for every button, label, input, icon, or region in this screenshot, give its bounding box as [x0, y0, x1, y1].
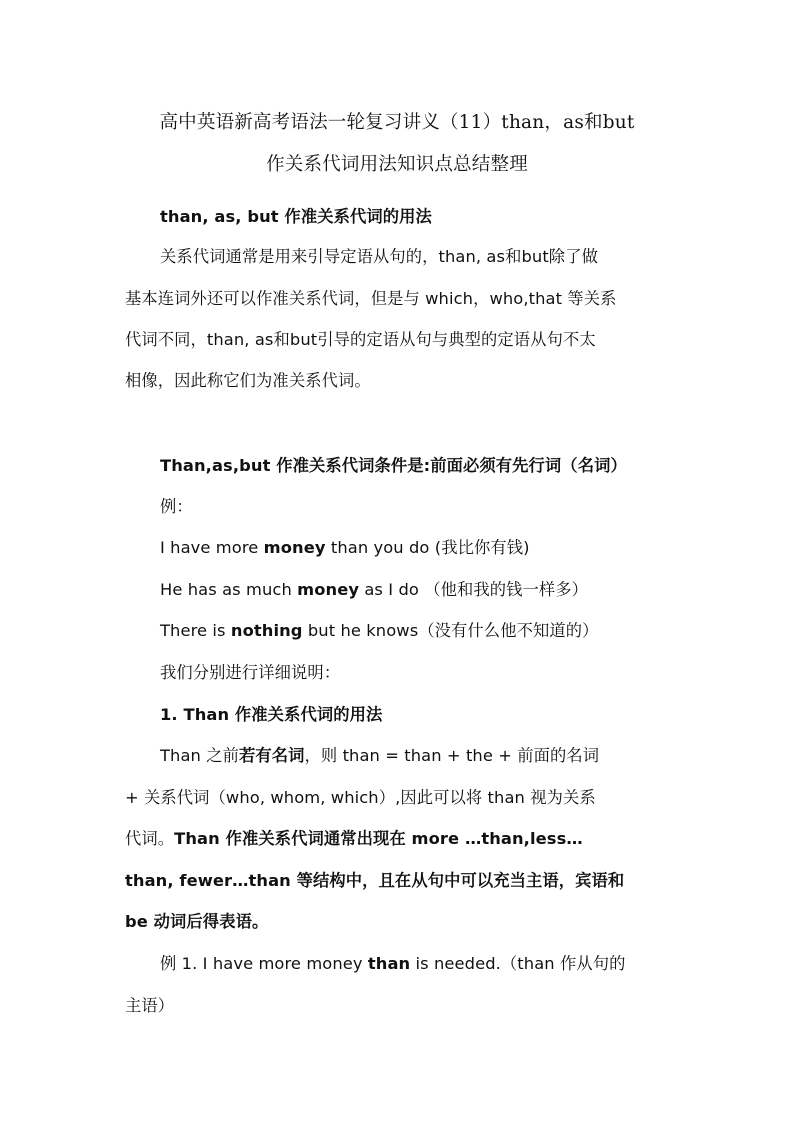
intro-line-4: 相像，因此称它们为准关系代词。 — [125, 371, 371, 390]
intro-line-3: 代词不同，than, as和but引导的定语从句与典型的定语从句不太 — [125, 330, 596, 349]
point-1-line-1 — [160, 745, 673, 767]
intro-line-1: 关系代词通常是用来引导定语从句的，than, as和but除了做 — [160, 247, 598, 266]
point-1-line-2: + 关系代词（who, whom, which）,因此可以将 than 视为关系 — [125, 788, 596, 807]
document-title-line-2: 作关系代词用法知识点总结整理 — [266, 154, 528, 175]
example-1-text-after: than you do (我比你有钱) — [325, 538, 530, 557]
point-1-line-1-emphasis: 若有名词 — [239, 746, 305, 765]
example-sentence-2 — [160, 579, 673, 601]
example-2-keyword: money — [297, 580, 360, 599]
condition-heading: Than,as,but 作准关系代词条件是:前面必须有先行词（名词） — [160, 456, 627, 475]
document-title-line-1: 高中英语新高考语法一轮复习讲义（11）than，as和but — [159, 112, 635, 133]
detail-intro: 我们分别进行详细说明： — [160, 663, 341, 682]
point-1-heading: 1. Than 作准关系代词的用法 — [160, 705, 383, 724]
example-1-line-start: 例 1. I have more money — [160, 954, 368, 973]
point-1-line-1-start: Than 之前 — [160, 746, 239, 765]
section-heading: than, as, but 作准关系代词的用法 — [160, 207, 432, 226]
example-1-line-keyword: than — [367, 954, 411, 973]
example-2-text-before: He has as much — [160, 580, 298, 599]
example-1-keyword: money — [263, 538, 326, 557]
point-1-line-3-emphasis: Than 作准关系代词通常出现在 more …than,less… — [174, 829, 583, 848]
example-1-line-end: is needed.（than 作从句的 — [410, 954, 626, 973]
example-label: 例： — [160, 497, 193, 516]
point-1-line-4: than, fewer…than 等结构中，且在从句中可以充当主语，宾语和 — [125, 871, 625, 890]
example-1-line-continued: 主语） — [125, 996, 175, 1015]
example-3-text-after: but he knows（没有什么他不知道的） — [302, 621, 599, 640]
intro-line-2: 基本连词外还可以作准关系代词，但是与 which，who,that 等关系 — [125, 289, 617, 308]
example-sentence-1 — [160, 537, 673, 559]
point-1-line-1-end: ，则 than = than + the + 前面的名词 — [304, 746, 600, 765]
point-1-line-5: be 动词后得表语。 — [125, 912, 269, 931]
example-sentence-3 — [160, 620, 673, 642]
example-3-text-before: There is — [160, 621, 231, 640]
example-2-text-after: as I do （他和我的钱一样多） — [359, 580, 589, 599]
example-1-text-before: I have more — [160, 538, 264, 557]
example-1-line — [160, 953, 673, 975]
point-1-line-3 — [125, 828, 673, 850]
example-3-keyword: nothing — [230, 621, 303, 640]
point-1-line-3-start: 代词。 — [125, 829, 175, 848]
